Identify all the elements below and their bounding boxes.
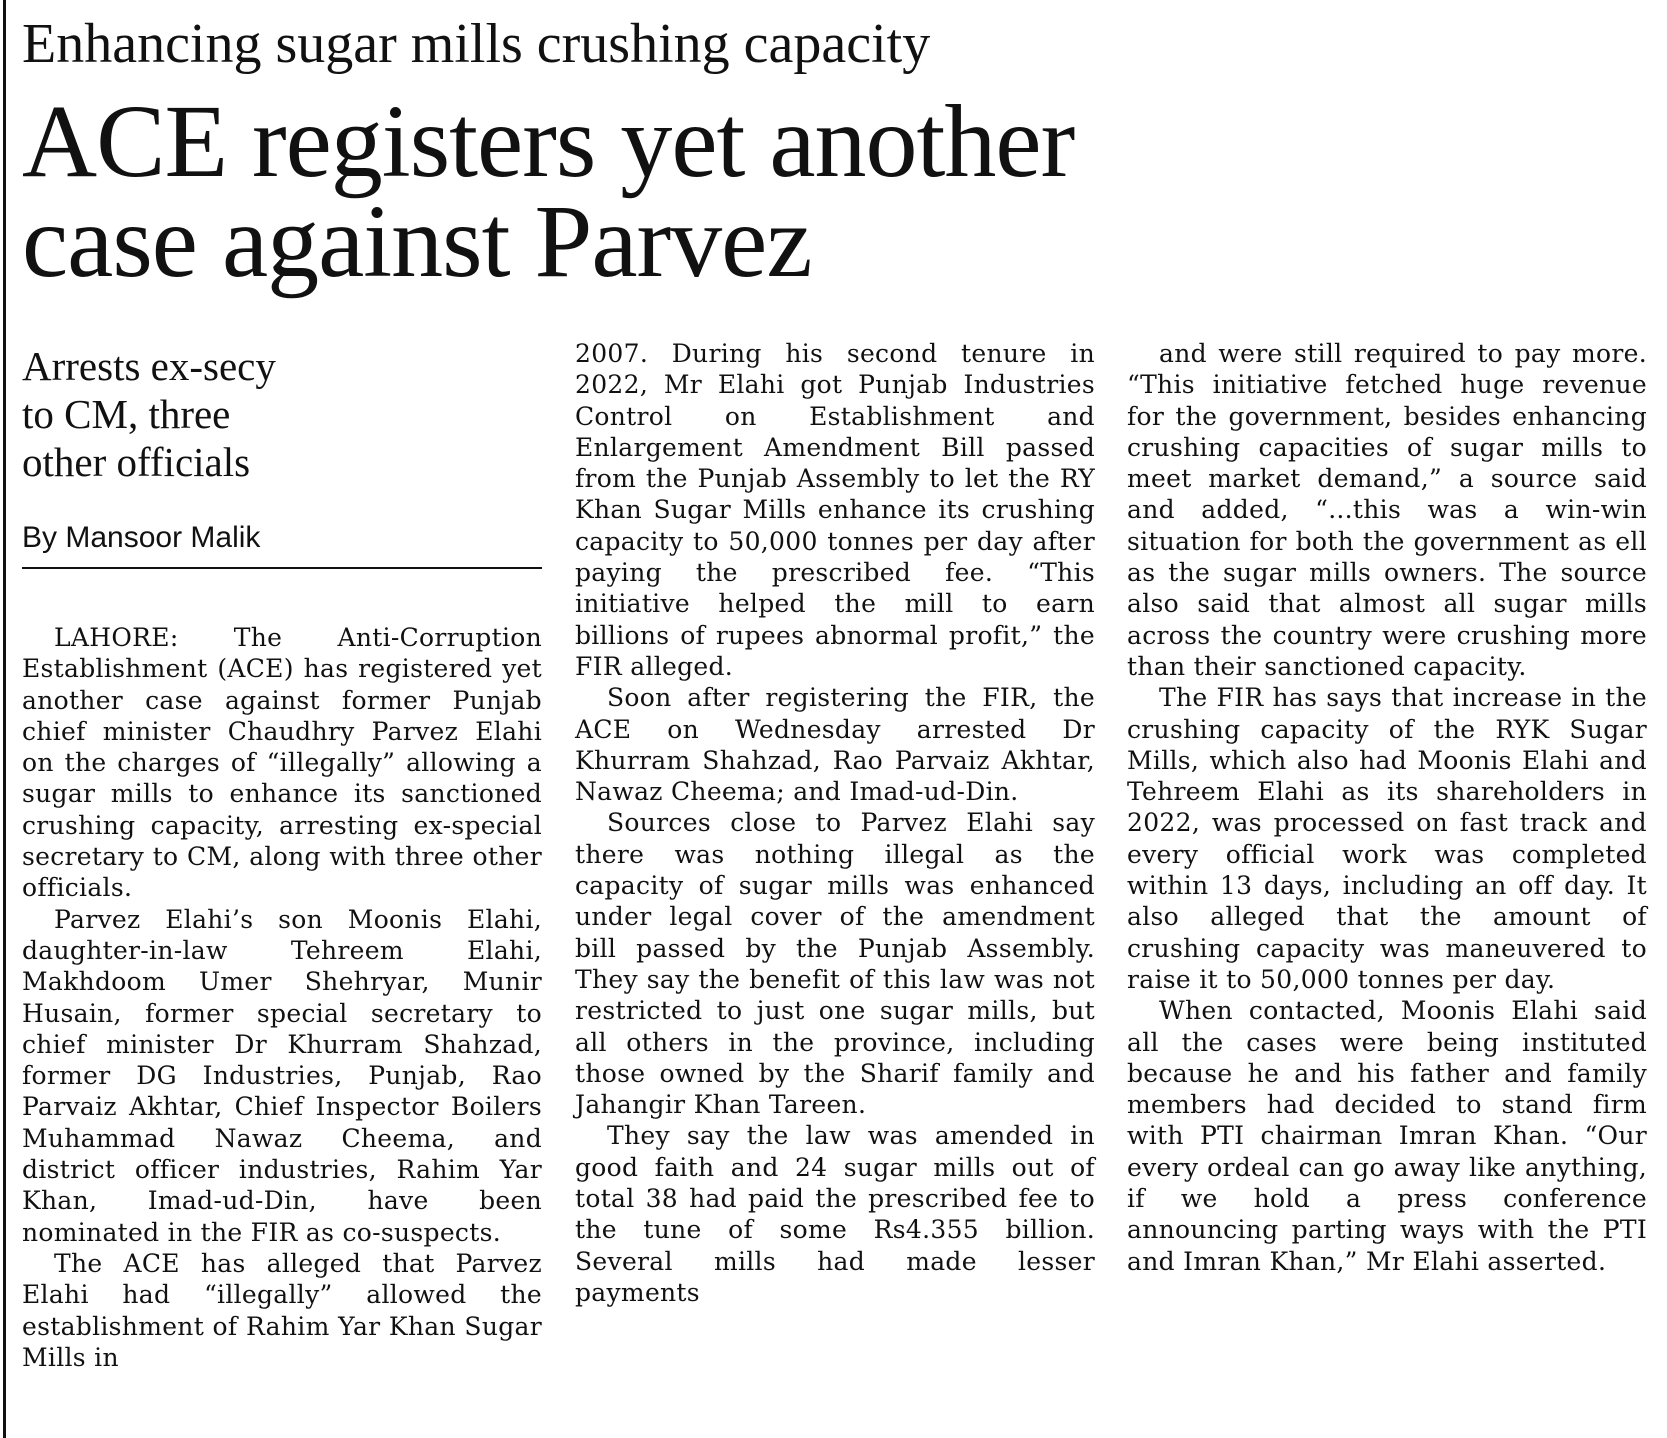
headline-line: case against Parvez [22, 184, 812, 299]
paragraph: Soon after registering the FIR, the ACE on Wednesday arrested Dr Khurram Shahzad, Rao Parvaiz Akhtar, Nawaz Cheema; and Imad-ud-Din. [575, 683, 1095, 807]
paragraph: The FIR has says that increase in the crushing capacity of the RYK Sugar Mills, which also had Moonis Elahi and Tehreem Elahi as its shareholders in 2022, was processed on fast track and every official work was completed within 13 days, including an off day. It also alleged that the amount of crushing capacity was maneuvered to raise it to 50,000 tonnes per day. [1127, 683, 1647, 994]
article-column-1 [22, 622, 542, 1373]
paragraph: 2007. During his second tenure in 2022, Mr Elahi got Punjab Industries Control on Establishment and Enlargement Amendment Bill passed from the Punjab Assembly to let the RY Khan Sugar Mills enhance its crushing capacity to 50,000 tonnes per day after paying the prescribed fee. “This initiative helped the mill to earn billions of rupees abnormal profit,” the FIR alleged. [575, 339, 1095, 681]
article-column-3 [1127, 338, 1647, 1277]
byline-divider [22, 567, 542, 569]
deck-line: Arrests ex-secy [22, 343, 276, 389]
kicker-headline: Enhancing sugar mills crushing capacity [22, 13, 931, 75]
paragraph: Parvez Elahi’s son Moonis Elahi, daughter-in-law Tehreem Elahi, Makhdoom Umer Shehryar, Munir Husain, former special secretary to chief minister Dr Khurram Shahzad, former DG Industries, Punjab, Rao Parvaiz Akhtar, Chief Inspector Boilers Muhammad Nawaz Cheema, and district officer industries, Rahim Yar Khan, Imad-ud-Din, have been nominated in the FIR as co-suspects. [22, 904, 542, 1247]
sub-headline-deck [22, 342, 522, 486]
paragraph: LAHORE: The Anti-Corruption Establishment (ACE) has registered yet another case against former Punjab chief minister Chaudhry Parvez Elahi on the charges of “illegally” allowing a sugar mills to enhance its sanctioned crushing capacity, arresting ex-special secretary to CM, along with three other officials. [22, 623, 542, 903]
left-border-rule [3, 0, 6, 1438]
deck-line: other officials [22, 439, 251, 485]
deck-line: to CM, three [22, 391, 231, 437]
paragraph: Sources close to Parvez Elahi say there was nothing illegal as the capacity of sugar mills was enhanced under legal cover of the amendment bill passed by the Punjab Assembly. They say the benefit of this law was not restricted to just one sugar mills, but all others in the province, including those owned by the Sharif family and Jahangir Khan Tareen. [575, 808, 1095, 1120]
paragraph: The ACE has alleged that Parvez Elahi had “illegally” allowed the establishment of Rahim Yar Khan Sugar Mills in [22, 1248, 542, 1372]
article-column-2 [575, 338, 1095, 1308]
headline-line: ACE registers yet another [22, 84, 1075, 199]
paragraph: They say the law was amended in good faith and 24 sugar mills out of total 38 had paid the prescribed fee to the tune of some Rs4.355 billion. Several mills had made lesser payments [575, 1121, 1095, 1307]
paragraph: When contacted, Moonis Elahi said all the cases were being instituted because he and his father and family members had decided to stand firm with PTI chairman Imran Khan. “Our every ordeal can go away like anything, if we hold a press conference announcing parting ways with the PTI and Imran Khan,” Mr Elahi asserted. [1127, 996, 1647, 1276]
byline: By Mansoor Malik [22, 521, 261, 554]
paragraph: and were still required to pay more. “This initiative fetched huge revenue for the government, besides enhancing crushing capacities of sugar mills to meet market demand,” a source said and added, “...this was a win-win situation for both the government as ell as the sugar mills owners. The source also said that almost all sugar mills across the country were crushing more than their sanctioned capacity. [1127, 339, 1647, 681]
main-headline [22, 84, 1622, 299]
